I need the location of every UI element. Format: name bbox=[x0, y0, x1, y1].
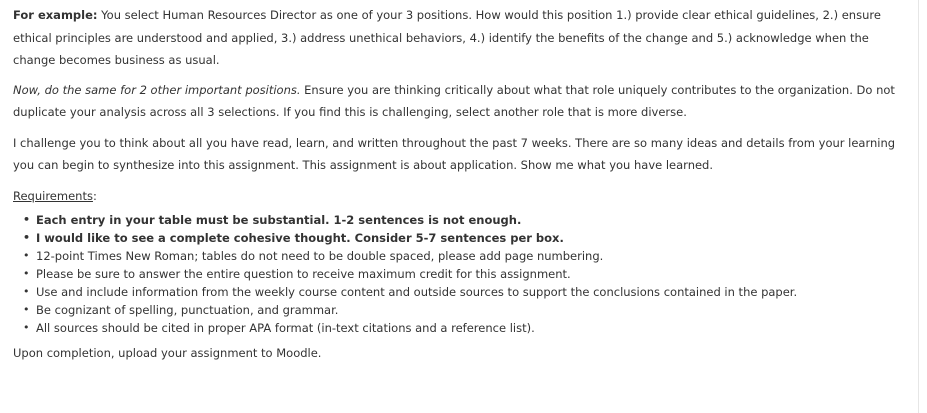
closing-paragraph: Upon completion, upload your assignment to Moodle. bbox=[13, 345, 322, 360]
requirement-item: • Be cognizant of spelling, punctuation, and grammar. bbox=[23, 302, 339, 317]
requirement-item: • Each entry in your table must be substantial. 1-2 sentences is not enough. bbox=[23, 212, 522, 227]
challenge-paragraph: I challenge you to think about all you have read, learn, and written throughout the past 7 weeks. There are so many ideas and details from your learning you can begin to synthesize into this assignment. This assignment is about application. Show me what you have learned. bbox=[13, 135, 896, 172]
other-positions-paragraph bbox=[13, 79, 908, 124]
bullet-icon: • bbox=[23, 284, 30, 298]
requirement-item: • Use and include information from the weekly course content and outside sources to support the conclusions contained in the paper. bbox=[23, 284, 798, 299]
requirements-heading-line bbox=[13, 185, 908, 207]
bullet-icon: • bbox=[23, 302, 30, 316]
requirement-item: • 12-point Times New Roman; tables do not need to be double spaced, please add page numbering. bbox=[23, 248, 604, 263]
bullet-icon: • bbox=[23, 212, 31, 226]
example-text: You select Human Resources Director as one of your 3 positions. How would this position 1.) provide clear ethical guidelines, 2.) ensure ethical principles are understood and applied, 3.) address unethical behaviors, 4.) identify the benefits of the change and 5.) acknowledge when the change becomes business as usual. bbox=[13, 8, 881, 67]
other-positions-text: Ensure you are thinking critically about what that role uniquely contributes to the organization. Do not duplicate your analysis across all 3 selections. If you find this is challenging, select another role that is more diverse. bbox=[13, 82, 895, 119]
requirement-item: • All sources should be cited in proper APA format (in-text citations and a reference list). bbox=[23, 320, 535, 335]
bullet-icon: • bbox=[23, 248, 30, 262]
other-positions-lead: Now, do the same for 2 other important positions. bbox=[13, 82, 301, 97]
content-right-border bbox=[918, 0, 919, 413]
requirement-item: • I would like to see a complete cohesive thought. Consider 5-7 sentences per box. bbox=[23, 230, 564, 245]
requirements-heading: Requirements bbox=[13, 188, 93, 203]
bullet-icon: • bbox=[23, 266, 30, 280]
requirements-heading-colon: : bbox=[92, 188, 97, 203]
requirement-item: • Please be sure to answer the entire question to receive maximum credit for this assignment. bbox=[23, 266, 571, 281]
example-paragraph bbox=[13, 4, 908, 72]
bullet-icon: • bbox=[23, 230, 31, 244]
example-label: For example: bbox=[13, 8, 98, 22]
bullet-icon: • bbox=[23, 320, 30, 334]
requirements-list bbox=[13, 211, 908, 337]
assignment-instructions bbox=[13, 4, 908, 363]
